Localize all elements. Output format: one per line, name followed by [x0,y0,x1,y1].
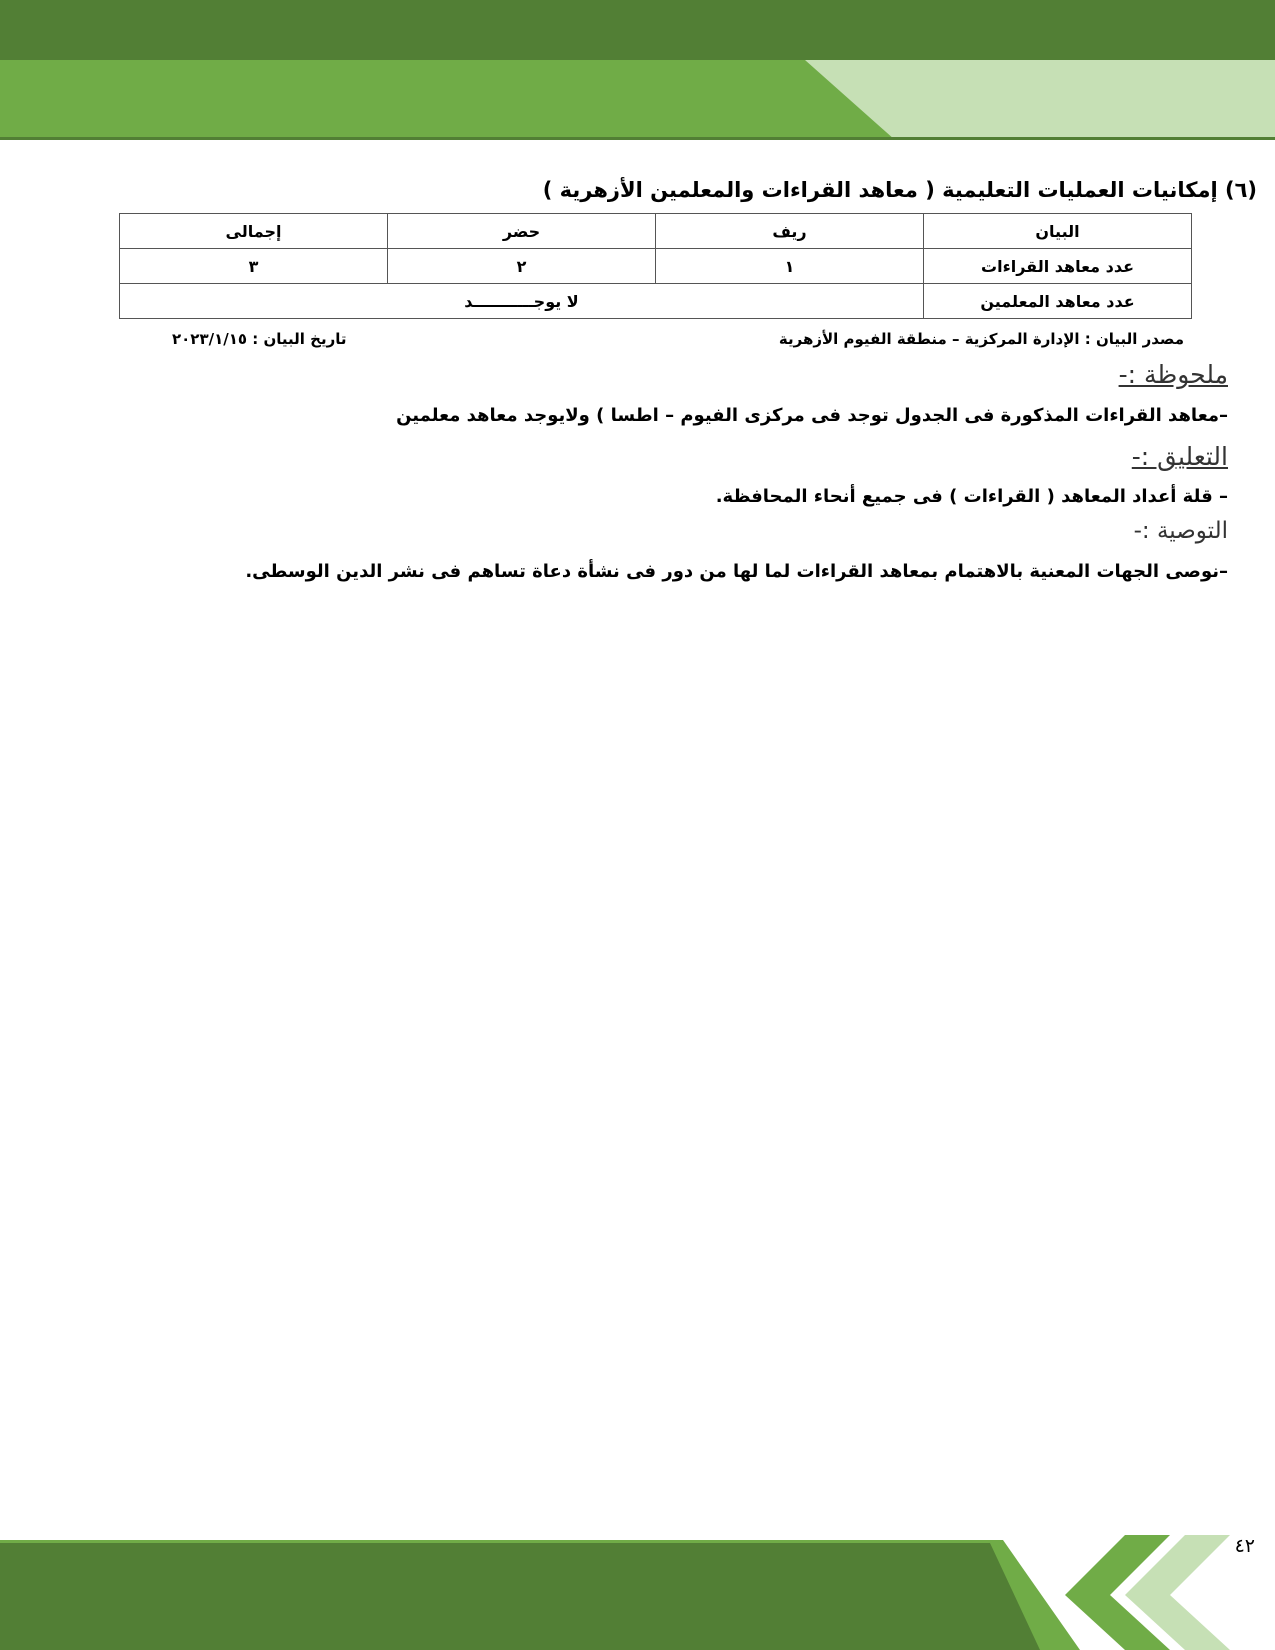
top-banner [0,0,1275,140]
data-date: تاريخ البيان : ٢٠٢٣/١/١٥ [172,330,347,348]
table-header-cell: إجمالى [120,214,388,249]
table-cell: عدد معاهد المعلمين [924,284,1192,319]
recommendation-text: –نوصى الجهات المعنية بالاهتمام بمعاهد القراءات لما لها من دور فى نشأة دعاة تساهم فى نشر الدين الوسطى. [245,561,1228,582]
note-text: –معاهد القراءات المذكورة فى الجدول توجد فى مركزى الفيوم – اطسا ) ولايوجد معاهد معلمين [396,405,1228,426]
table-header-cell: ريف [656,214,924,249]
bottom-banner-dark-band [0,1543,1040,1650]
table-cell: ٢ [388,249,656,284]
page-number: ٤٢ [1234,1535,1255,1557]
comment-heading: التعليق :- [1131,442,1228,471]
comment-text: – قلة أعداد المعاهد ( القراءات ) فى جميع أنحاء المحافظة. [715,486,1228,507]
table-cell: ١ [656,249,924,284]
table-cell-merged: لا يوجـــــــــــد [120,284,924,319]
institutes-table [119,213,1192,319]
table-row [120,284,1192,319]
table-cell: عدد معاهد القراءات [924,249,1192,284]
top-banner-bottom-line [0,137,1275,140]
table-header-cell: حضر [388,214,656,249]
bottom-banner [0,1530,1275,1650]
table-cell: ٣ [120,249,388,284]
section-title: (٦) إمكانيات العمليات التعليمية ( معاهد القراءات والمعلمين الأزهرية ) [542,178,1257,202]
table-header-cell: البيان [924,214,1192,249]
note-heading: ملحوظة :- [1118,360,1228,389]
recommendation-heading: التوصية :- [1133,518,1228,544]
table-row [120,249,1192,284]
data-source: مصدر البيان : الإدارة المركزية – منطقة الفيوم الأزهرية [778,330,1184,348]
top-banner-dark-band [0,0,1275,60]
top-banner-mid-band [0,60,895,140]
table-header-row [120,214,1192,249]
